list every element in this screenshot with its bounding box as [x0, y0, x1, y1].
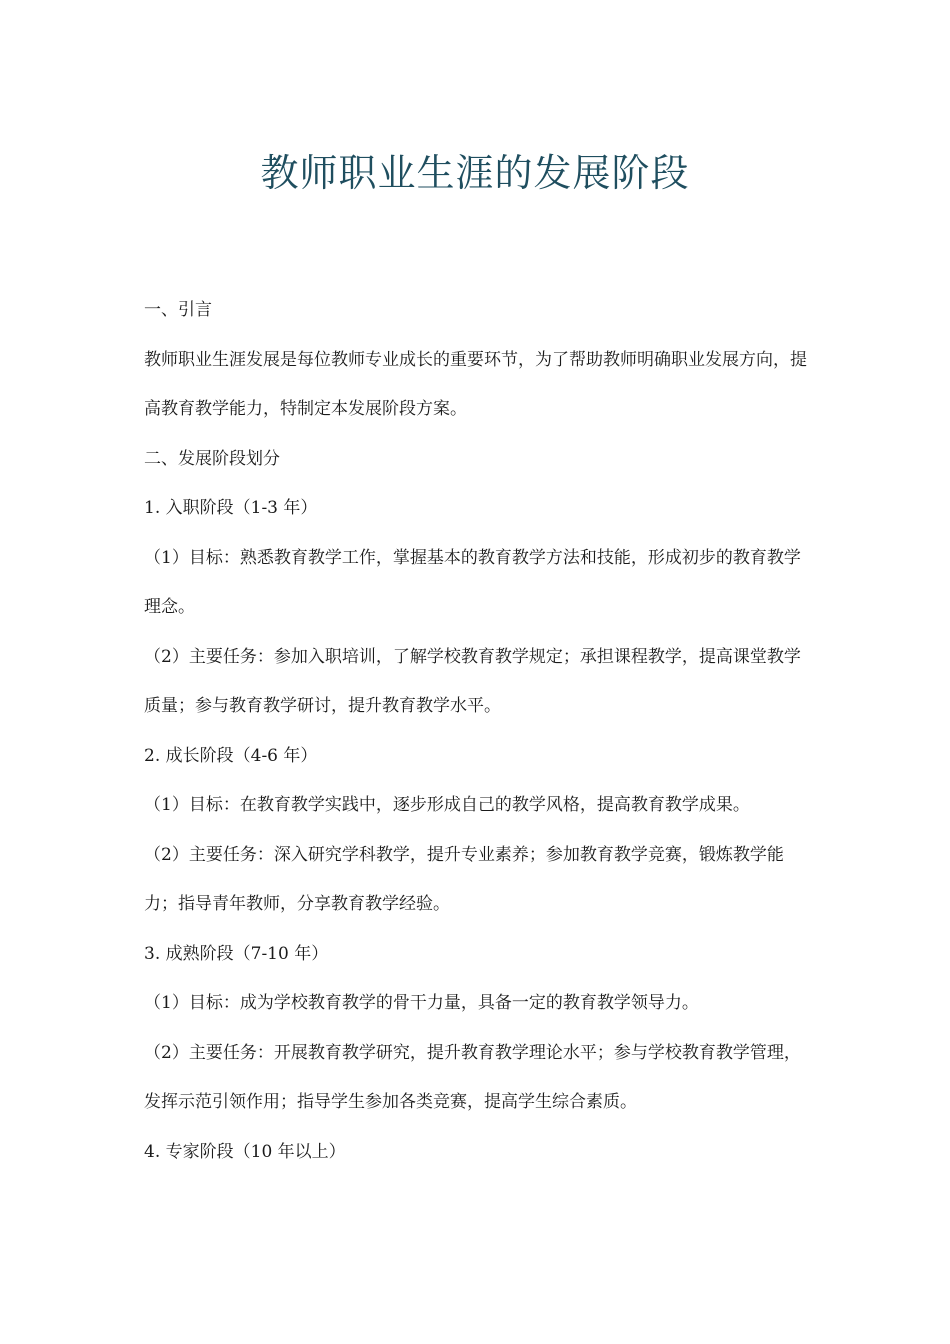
- section-heading-stages: 二、发展阶段划分: [144, 448, 280, 469]
- stage-heading-growth: 2. 成长阶段（4-6 年）: [144, 745, 318, 766]
- document-title: 教师职业生涯的发展阶段: [260, 151, 690, 195]
- stage-heading-entry: 1. 入职阶段（1-3 年）: [144, 498, 318, 518]
- document-body: [144, 286, 814, 1177]
- stage-heading-mature: 3. 成熟阶段（7-10 年）: [144, 943, 329, 964]
- entry-tasks: （2）主要任务：参加入职培训，了解学校教育教学规定；承担课程教学，提高课堂教学质量；参与教育教学研讨，提升教育教学水平。: [144, 646, 801, 716]
- entry-goal: （1）目标：熟悉教育教学工作，掌握基本的教育教学方法和技能，形成初步的教育教学理念。: [144, 547, 801, 617]
- section-heading-intro: 一、引言: [144, 300, 212, 320]
- intro-paragraph: 教师职业生涯发展是每位教师专业成长的重要环节，为了帮助教师明确职业发展方向，提高教育教学能力，特制定本发展阶段方案。: [144, 349, 807, 419]
- stage-heading-expert: 4. 专家阶段（10 年以上）: [144, 1141, 346, 1162]
- growth-tasks: （2）主要任务：深入研究学科教学，提升专业素养；参加教育教学竞赛，锻炼教学能力；指导青年教师，分享教育教学经验。: [144, 844, 784, 914]
- mature-goal: （1）目标：成为学校教育教学的骨干力量，具备一定的教育教学领导力。: [144, 993, 699, 1013]
- mature-tasks: （2）主要任务：开展教育教学研究，提升教育教学理论水平；参与学校教育教学管理，发挥示范引领作用；指导学生参加各类竞赛，提高学生综合素质。: [144, 1042, 801, 1112]
- growth-goal: （1）目标：在教育教学实践中，逐步形成自己的教学风格，提高教育教学成果。: [144, 795, 750, 815]
